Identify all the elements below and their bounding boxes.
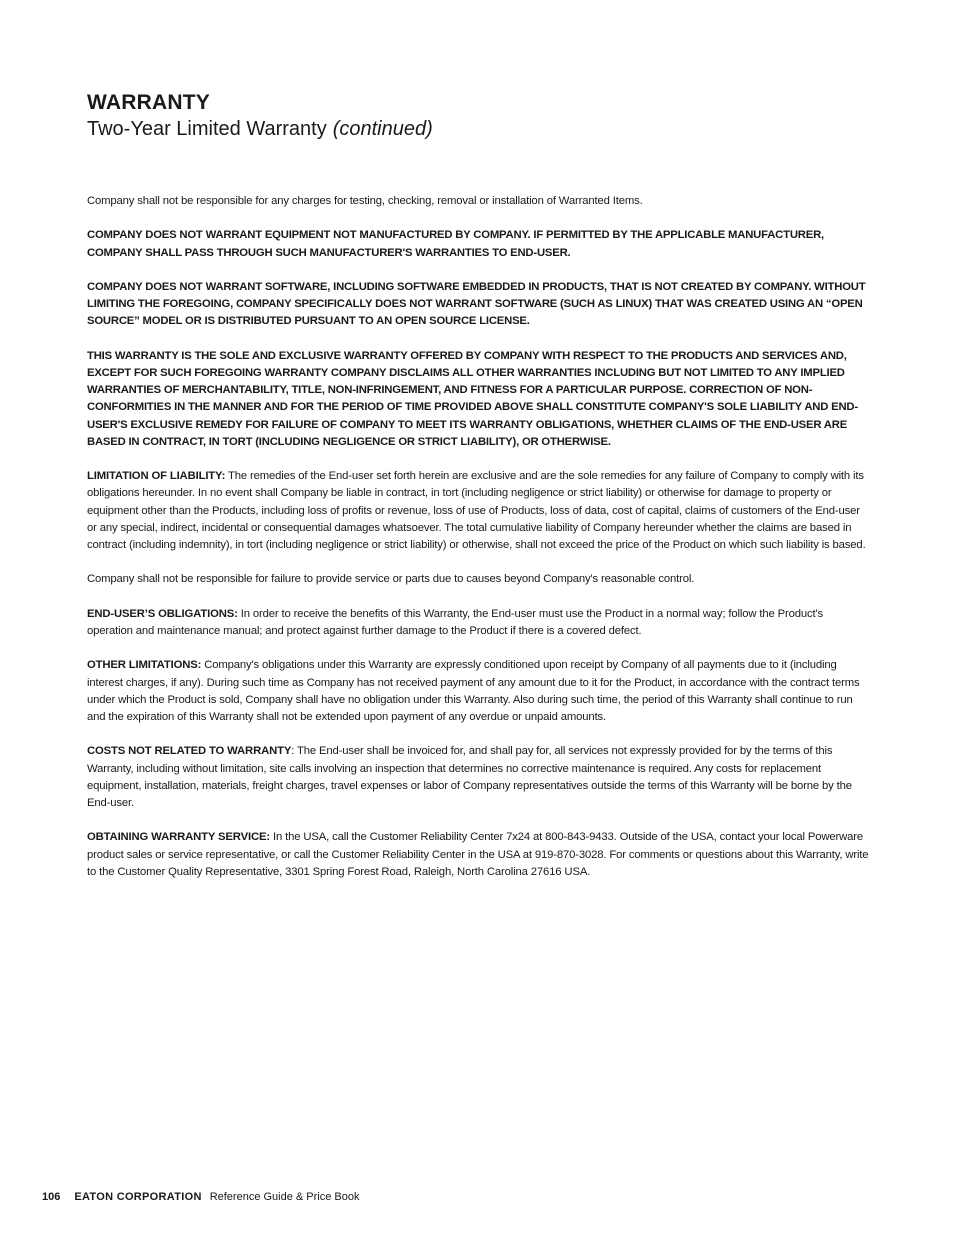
costs-not-related-heading: COSTS NOT RELATED TO WARRANTY xyxy=(87,745,292,758)
footer-company: EATON CORPORATION xyxy=(74,1191,202,1203)
page-footer xyxy=(42,1189,360,1205)
paragraph-obtaining-service xyxy=(87,829,869,881)
end-user-obligations-heading: END-USER’S OBLIGATIONS: xyxy=(87,607,238,620)
other-limitations-text: Company's obligations under this Warranty are expressly conditioned upon receipt by Company of all payments due to it (including interest charges, if any). During such time as Company has not received payment of any amount due to it for the Product, in accordance with the contract terms under which the Product is sold, Company shall have no obligation under this Warranty. Also during such time, the period of this Warranty shall continue to run and the expiration of this Warranty shall not be extended upon payment of any overdue or unpaid amounts. xyxy=(87,659,860,723)
footer-publication: Reference Guide & Price Book xyxy=(209,1191,360,1203)
costs-not-related-text: : The End-user shall be invoiced for, and shall pay for, all services not expressly provided for by the terms of this Warranty, including without limitation, site calls involving an inspection that determines no corrective maintenance is required. Any costs for replacement equipment, installation, materials, freight charges, travel expenses or labor of Company representatives outside the terms of this Warranty will be borne by the End-user. xyxy=(87,745,852,809)
paragraph-limitation-of-liability xyxy=(87,468,869,554)
limitation-of-liability-heading: LIMITATION OF LIABILITY: xyxy=(87,470,226,483)
paragraph-end-user-obligations xyxy=(87,606,869,640)
subtitle-text: Two-Year Limited Warranty xyxy=(87,118,327,140)
obtaining-service-text: In the USA, call the Customer Reliability Center 7x24 at 800-843-9433. Outside of the USA, contact your local Powerware product sales or service representative, or call the Customer Reliability Center in the USA at 919-870-3028. For comments or questions about this Warranty, write to the Customer Quality Representative, 3301 Spring Forest Road, Raleigh, North Carolina 27616 USA. xyxy=(87,831,869,878)
limitation-of-liability-text: The remedies of the End-user set forth herein are exclusive and are the sole remedies for any failure of Company to comply with its obligations hereunder. In no event shall Company be liable in contract, in tort (including negligence or strict liability) or otherwise for damage to property or equipment other than the Products, including loss of profits or revenue, loss of use of Products, loss of data, cost of capital, claims of customers of the End-user or any special, indirect, incidental or consequential damages whatsoever. The total cumulative liability of Company hereunder whether the claims are based in contract (including indemnity), in tort (including negligence or strict liability) or otherwise, shall not exceed the price of the Product on which such liability is based. xyxy=(87,470,866,551)
paragraph-other-limitations xyxy=(87,657,869,726)
paragraph-software-disclaimer: COMPANY DOES NOT WARRANT SOFTWARE, INCLUDING SOFTWARE EMBEDDED IN PRODUCTS, THAT IS NOT CREATED BY COMPANY. WITHOUT LIMITING THE FOREGOING, COMPANY SPECIFICALLY DOES NOT WARRANT SOFTWARE (SUCH AS LINUX) THAT WAS CREATED USING AN “OPEN SOURCE” MODEL OR IS DISTRIBUTED PURSUANT TO AN OPEN SOURCE LICENSE. xyxy=(87,280,866,328)
subtitle-continued: (continued) xyxy=(332,118,433,140)
page-header xyxy=(87,90,867,142)
paragraph-costs-not-related xyxy=(87,743,869,812)
other-limitations-heading: OTHER LIMITATIONS: xyxy=(87,659,202,672)
paragraph-exclusive-warranty: THIS WARRANTY IS THE SOLE AND EXCLUSIVE WARRANTY OFFERED BY COMPANY WITH RESPECT TO THE PRODUCTS AND SERVICES AND, EXCEPT FOR SUCH FOREGOING WARRANTY COMPANY DISCLAIMS ALL OTHER WARRANTIES INCLUDING BUT NOT LIMITED TO ANY IMPLIED WARRANTIES OF MERCHANTABILITY, TITLE, NON-INFRINGEMENT, AND FITNESS FOR A PARTICULAR PURPOSE. CORRECTION OF NON-CONFORMITIES IN THE MANNER AND FOR THE PERIOD OF TIME PROVIDED ABOVE SHALL CONSTITUTE COMPANY'S SOLE LIABILITY AND END-USER'S EXCLUSIVE REMEDY FOR FAILURE OF COMPANY TO MEET ITS WARRANTY OBLIGATIONS, WHETHER CLAIMS OF THE END-USER ARE BASED IN CONTRACT, IN TORT (INCLUDING NEGLIGENCE OR STRICT LIABILITY), OR OTHERWISE. xyxy=(87,349,858,448)
obtaining-service-heading: OBTAINING WARRANTY SERVICE: xyxy=(87,831,270,844)
page-number: 106 xyxy=(42,1191,61,1203)
end-user-obligations-text: In order to receive the benefits of this Warranty, the End-user must use the Product in a normal way; follow the Product's operation and maintenance manual; and protect against further damage to the Product if there is a covered defect. xyxy=(87,607,823,637)
paragraph-testing-charges: Company shall not be responsible for any charges for testing, checking, removal or installation of Warranted Items. xyxy=(87,195,643,207)
page-subtitle xyxy=(87,116,867,142)
warranty-body xyxy=(87,193,869,898)
paragraph-equipment-disclaimer: COMPANY DOES NOT WARRANT EQUIPMENT NOT MANUFACTURED BY COMPANY. IF PERMITTED BY THE APPLICABLE MANUFACTURER, COMPANY SHALL PASS THROUGH SUCH MANUFACTURER'S WARRANTIES TO END-USER. xyxy=(87,229,824,259)
paragraph-force-majeure: Company shall not be responsible for failure to provide service or parts due to causes beyond Company's reasonable control. xyxy=(87,573,695,586)
section-title: WARRANTY xyxy=(87,91,210,114)
